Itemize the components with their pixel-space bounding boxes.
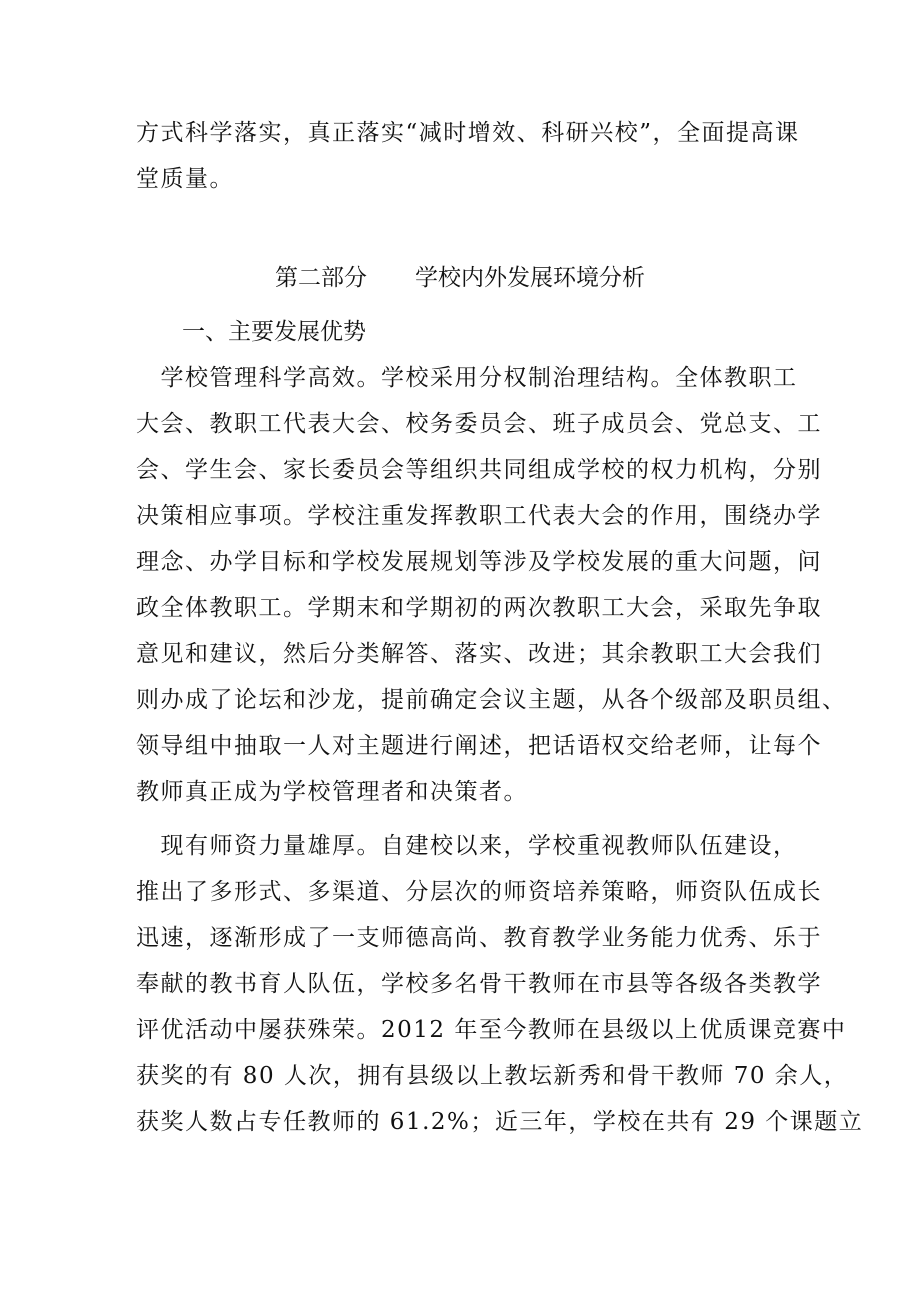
paragraph-line: 决策相应事项。学校注重发挥教职工代表大会的作用，围绕办学 <box>136 503 822 529</box>
part-label: 第二部分 <box>275 265 367 291</box>
paragraph-line: 获奖的有 80 人次，拥有县级以上教坛新秀和骨干教师 70 余人， <box>136 1063 849 1089</box>
paragraph-line: 推出了多形式、多渠道、分层次的师资培养策略，师资队伍成长 <box>136 879 822 905</box>
paragraph-line: 政全体教职工。学期末和学期初的两次教职工大会，采取先争取 <box>136 595 822 621</box>
intro-line: 堂质量。 <box>136 166 234 192</box>
paragraph-line: 奉献的教书育人队伍，学校多名骨干教师在市县等各级各类教学 <box>136 971 822 997</box>
part-title <box>0 262 920 294</box>
paragraph-line: 迅速，逐渐形成了一支师德高尚、教育教学业务能力优秀、乐于 <box>136 925 822 951</box>
paragraph-line: 现有师资力量雄厚。自建校以来，学校重视教师队伍建设， <box>136 833 798 859</box>
paragraph-line: 评优活动中屡获殊荣。2012 年至今教师在县级以上优质课竞赛中 <box>136 1017 847 1043</box>
intro-line: 方式科学落实，真正落实“减时增效、科研兴校”，全面提高课 <box>136 120 800 146</box>
paragraph-line: 学校管理科学高效。学校采用分权制治理结构。全体教职工 <box>136 365 798 391</box>
paragraph-line: 会、学生会、家长委员会等组织共同组成学校的权力机构，分别 <box>136 457 822 483</box>
paragraph-line: 领导组中抽取一人对主题进行阐述，把话语权交给老师，让每个 <box>136 733 822 759</box>
section-heading: 一、主要发展优势 <box>182 319 366 345</box>
paragraph-line: 教师真正成为学校管理者和决策者。 <box>136 779 528 805</box>
paragraph-line: 则办成了论坛和沙龙，提前确定会议主题，从各个级部及职员组、 <box>136 687 847 713</box>
part-heading: 学校内外发展环境分析 <box>415 265 645 291</box>
paragraph-line: 获奖人数占专任教师的 61.2%；近三年，学校在共有 29 个课题立 <box>136 1109 864 1135</box>
paragraph-line: 大会、教职工代表大会、校务委员会、班子成员会、党总支、工 <box>136 411 822 437</box>
paragraph-line: 意见和建议，然后分类解答、落实、改进；其余教职工大会我们 <box>136 641 822 667</box>
paragraph-line: 理念、办学目标和学校发展规划等涉及学校发展的重大问题，问 <box>136 549 822 575</box>
